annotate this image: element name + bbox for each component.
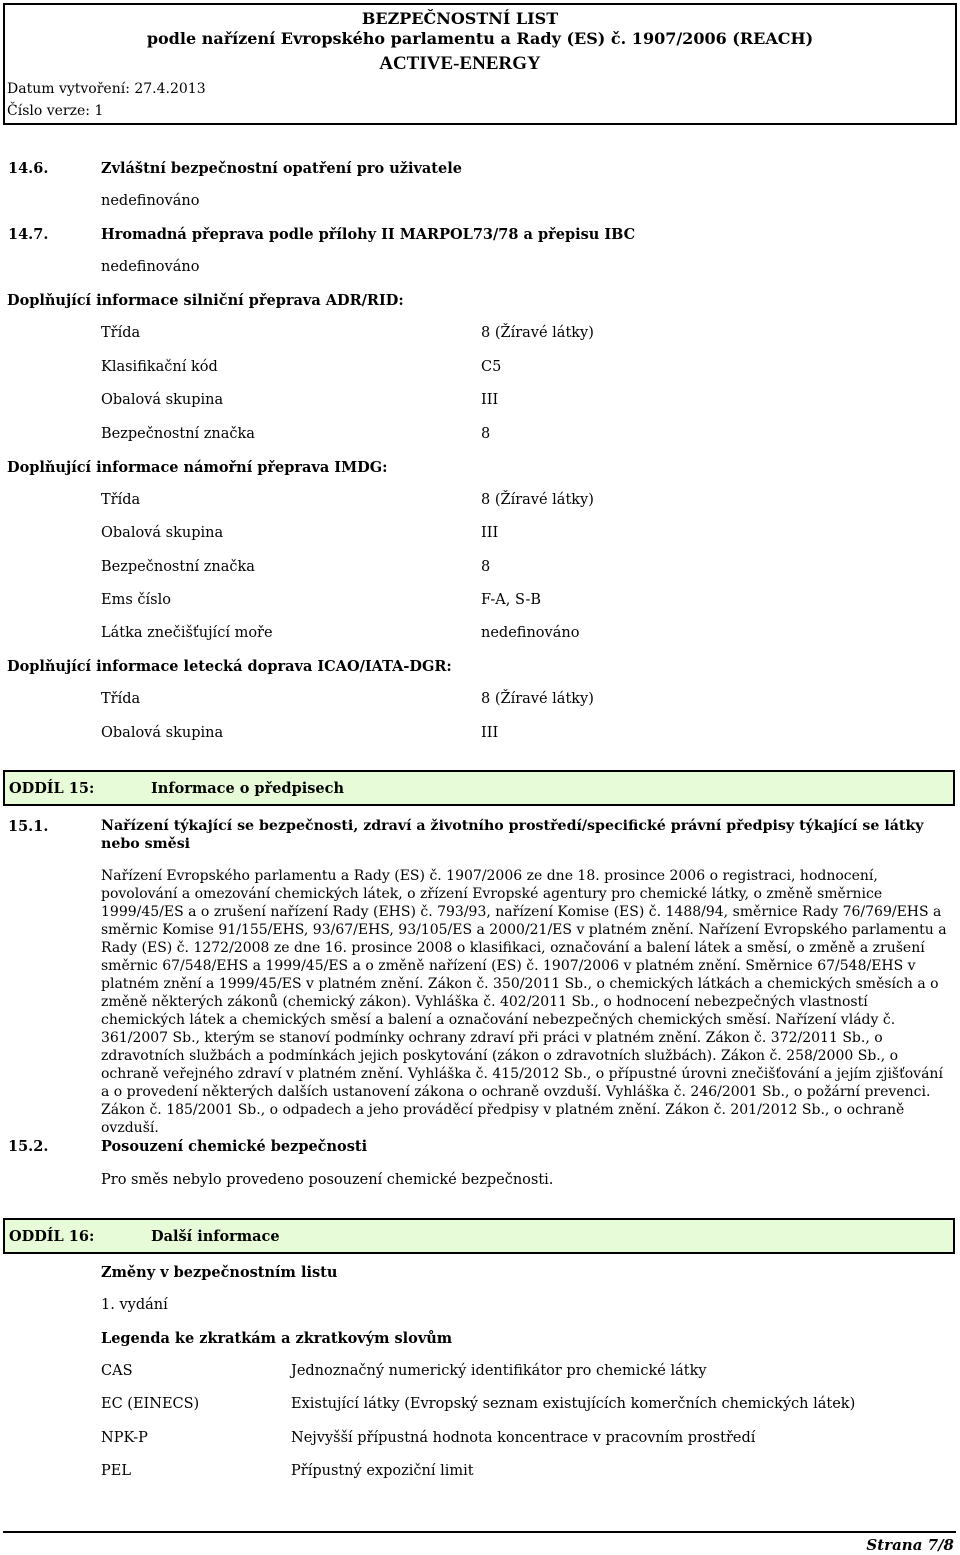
legend-title: Legenda ke zkratkám a zkratkovým slovům: [101, 1330, 453, 1347]
section-15-1-title: Nařízení týkající se bezpečnosti, zdraví a životního prostředí/specifické právní předpisy týkající se látky nebo směsi: [101, 818, 924, 852]
regulation-subtitle: podle nařízení Evropského parlamentu a Rady (ES) č. 1907/2006 (REACH): [146, 29, 814, 48]
changes-title: Změny v bezpečnostním listu: [101, 1264, 338, 1281]
section-16-bar: [3, 1218, 955, 1254]
legend-abbr: EC (EINECS): [101, 1396, 200, 1412]
document-title: BEZPEČNOSTNÍ LIST: [361, 9, 559, 28]
legend-abbr: NPK-P: [101, 1430, 148, 1446]
section-15-bar: [3, 770, 955, 806]
imdg-value: nedefinováno: [481, 625, 580, 641]
section-15-2-number: 15.2.: [8, 1138, 49, 1155]
adr-value: 8 (Žíravé látky): [481, 325, 594, 341]
section-15-1-number: 15.1.: [8, 818, 49, 835]
imdg-heading: Doplňující informace námořní přeprava IMDG:: [7, 459, 388, 476]
adr-value: C5: [481, 359, 502, 375]
imdg-label: Bezpečnostní značka: [101, 559, 255, 575]
adr-label: Třída: [101, 325, 141, 341]
imdg-label: Látka znečišťující moře: [101, 625, 273, 641]
icao-label: Obalová skupina: [101, 725, 224, 741]
document-header: [3, 3, 957, 125]
section-14-7-value: nedefinováno: [101, 259, 200, 275]
section-14-6-title: Zvláštní bezpečnostní opatření pro uživatele: [101, 160, 462, 177]
section-15-title: Informace o předpisech: [151, 780, 344, 797]
section-15-2-title: Posouzení chemické bezpečnosti: [101, 1138, 368, 1155]
section-14-7-title: Hromadná přeprava podle přílohy II MARPOL73/78 a přepisu IBC: [101, 226, 636, 243]
section-16-number: ODDÍL 16:: [9, 1228, 95, 1245]
imdg-value: 8 (Žíravé látky): [481, 492, 594, 508]
version-number: Číslo verze: 1: [7, 103, 104, 119]
section-14-6-value: nedefinováno: [101, 193, 200, 209]
adr-label: Obalová skupina: [101, 392, 224, 408]
imdg-value: F-A, S-B: [481, 592, 542, 608]
section-15-2-text: Pro směs nebylo provedeno posouzení chemické bezpečnosti.: [101, 1172, 554, 1188]
legend-desc: Existující látky (Evropský seznam existujících komerčních chemických látek): [291, 1396, 856, 1412]
imdg-value: III: [481, 525, 499, 541]
legend-desc: Přípustný expoziční limit: [291, 1463, 474, 1479]
legend-abbr: CAS: [101, 1363, 133, 1379]
page-number: Strana 7/8: [866, 1536, 954, 1554]
changes-value: 1. vydání: [101, 1297, 168, 1313]
product-name: ACTIVE-ENERGY: [379, 53, 541, 74]
adr-label: Klasifikační kód: [101, 359, 218, 375]
adr-value: 8: [481, 426, 491, 442]
footer-divider: [3, 1531, 956, 1533]
icao-value: 8 (Žíravé látky): [481, 691, 594, 707]
legend-desc: Nejvyšší přípustná hodnota koncentrace v pracovním prostředí: [291, 1430, 756, 1446]
icao-value: III: [481, 725, 499, 741]
icao-heading: Doplňující informace letecká doprava ICAO/IATA-DGR:: [7, 658, 452, 675]
legend-desc: Jednoznačný numerický identifikátor pro chemické látky: [291, 1363, 707, 1379]
legend-abbr: PEL: [101, 1463, 131, 1479]
section-14-6-number: 14.6.: [8, 160, 49, 177]
section-14-7-number: 14.7.: [8, 226, 49, 243]
adr-value: III: [481, 392, 499, 408]
adr-label: Bezpečnostní značka: [101, 426, 255, 442]
section-16-title: Další informace: [151, 1228, 280, 1245]
creation-date: Datum vytvoření: 27.4.2013: [7, 81, 206, 97]
imdg-label: Třída: [101, 492, 141, 508]
imdg-label: Obalová skupina: [101, 525, 224, 541]
icao-label: Třída: [101, 691, 141, 707]
section-15-1-text: Nařízení Evropského parlamentu a Rady (ES) č. 1907/2006 ze dne 18. prosince 2006 o registraci, hodnocení, povolování a omezování chemických látek, o zřízení Evropské agentury pro chemické látky, o změně směrnice 1999/45/ES a o zrušení nařízení Rady (EHS) č. 793/93, nařízení Komise (ES) č. 1488/94, směrnice Rady 76/769/EHS a směrnic Komise 91/155/EHS, 93/67/EHS, 93/105/ES a 2000/21/ES v platném znění. Nařízení Evropského parlamentu a Rady (ES) č. 1272/2008 ze dne 16. prosince 2008 o klasifikaci, označování a balení látek a směsí, o změně a zrušení směrnic 67/548/EHS a 1999/45/ES a o změně nařízení (ES) č. 1907/2006 v platném znění. Směrnice 67/548/EHS v platném znění a 1999/45/ES v platném znění. Zákon č. 350/2011 Sb., o chemických látkách a chemických směsích a o změně některých zákonů (chemický zákon). Vyhláška č. 402/2011 Sb., o hodnocení nebezpečných vlastností chemických látek a chemických směsí a balení a označování nebezpečných chemických směsí. Nařízení vlády č. 361/2007 Sb., kterým se stanoví podmínky ochrany zdraví při práci v platném znění. Zákon č. 372/2011 Sb., o zdravotních službách a podmínkách jejich poskytování (zákon o zdravotních službách). Zákon č. 258/2000 Sb., o ochraně veřejného zdraví v platném znění. Vyhláška č. 415/2012 Sb., o přípustné úrovni znečišťování a jejím zjišťování a o provedení některých dalších ustanovení zákona o ochraně ovzduší. Vyhláška č. 246/2001 Sb., o požární prevenci. Zákon č. 185/2001 Sb., o odpadech a jeho prováděcí předpisy v platném znění. Zákon č. 201/2012 Sb., o ochraně ovzduší.: [101, 868, 947, 1136]
imdg-label: Ems číslo: [101, 592, 171, 608]
adr-heading: Doplňující informace silniční přeprava ADR/RID:: [7, 292, 404, 309]
section-15-number: ODDÍL 15:: [9, 780, 95, 797]
imdg-value: 8: [481, 559, 491, 575]
